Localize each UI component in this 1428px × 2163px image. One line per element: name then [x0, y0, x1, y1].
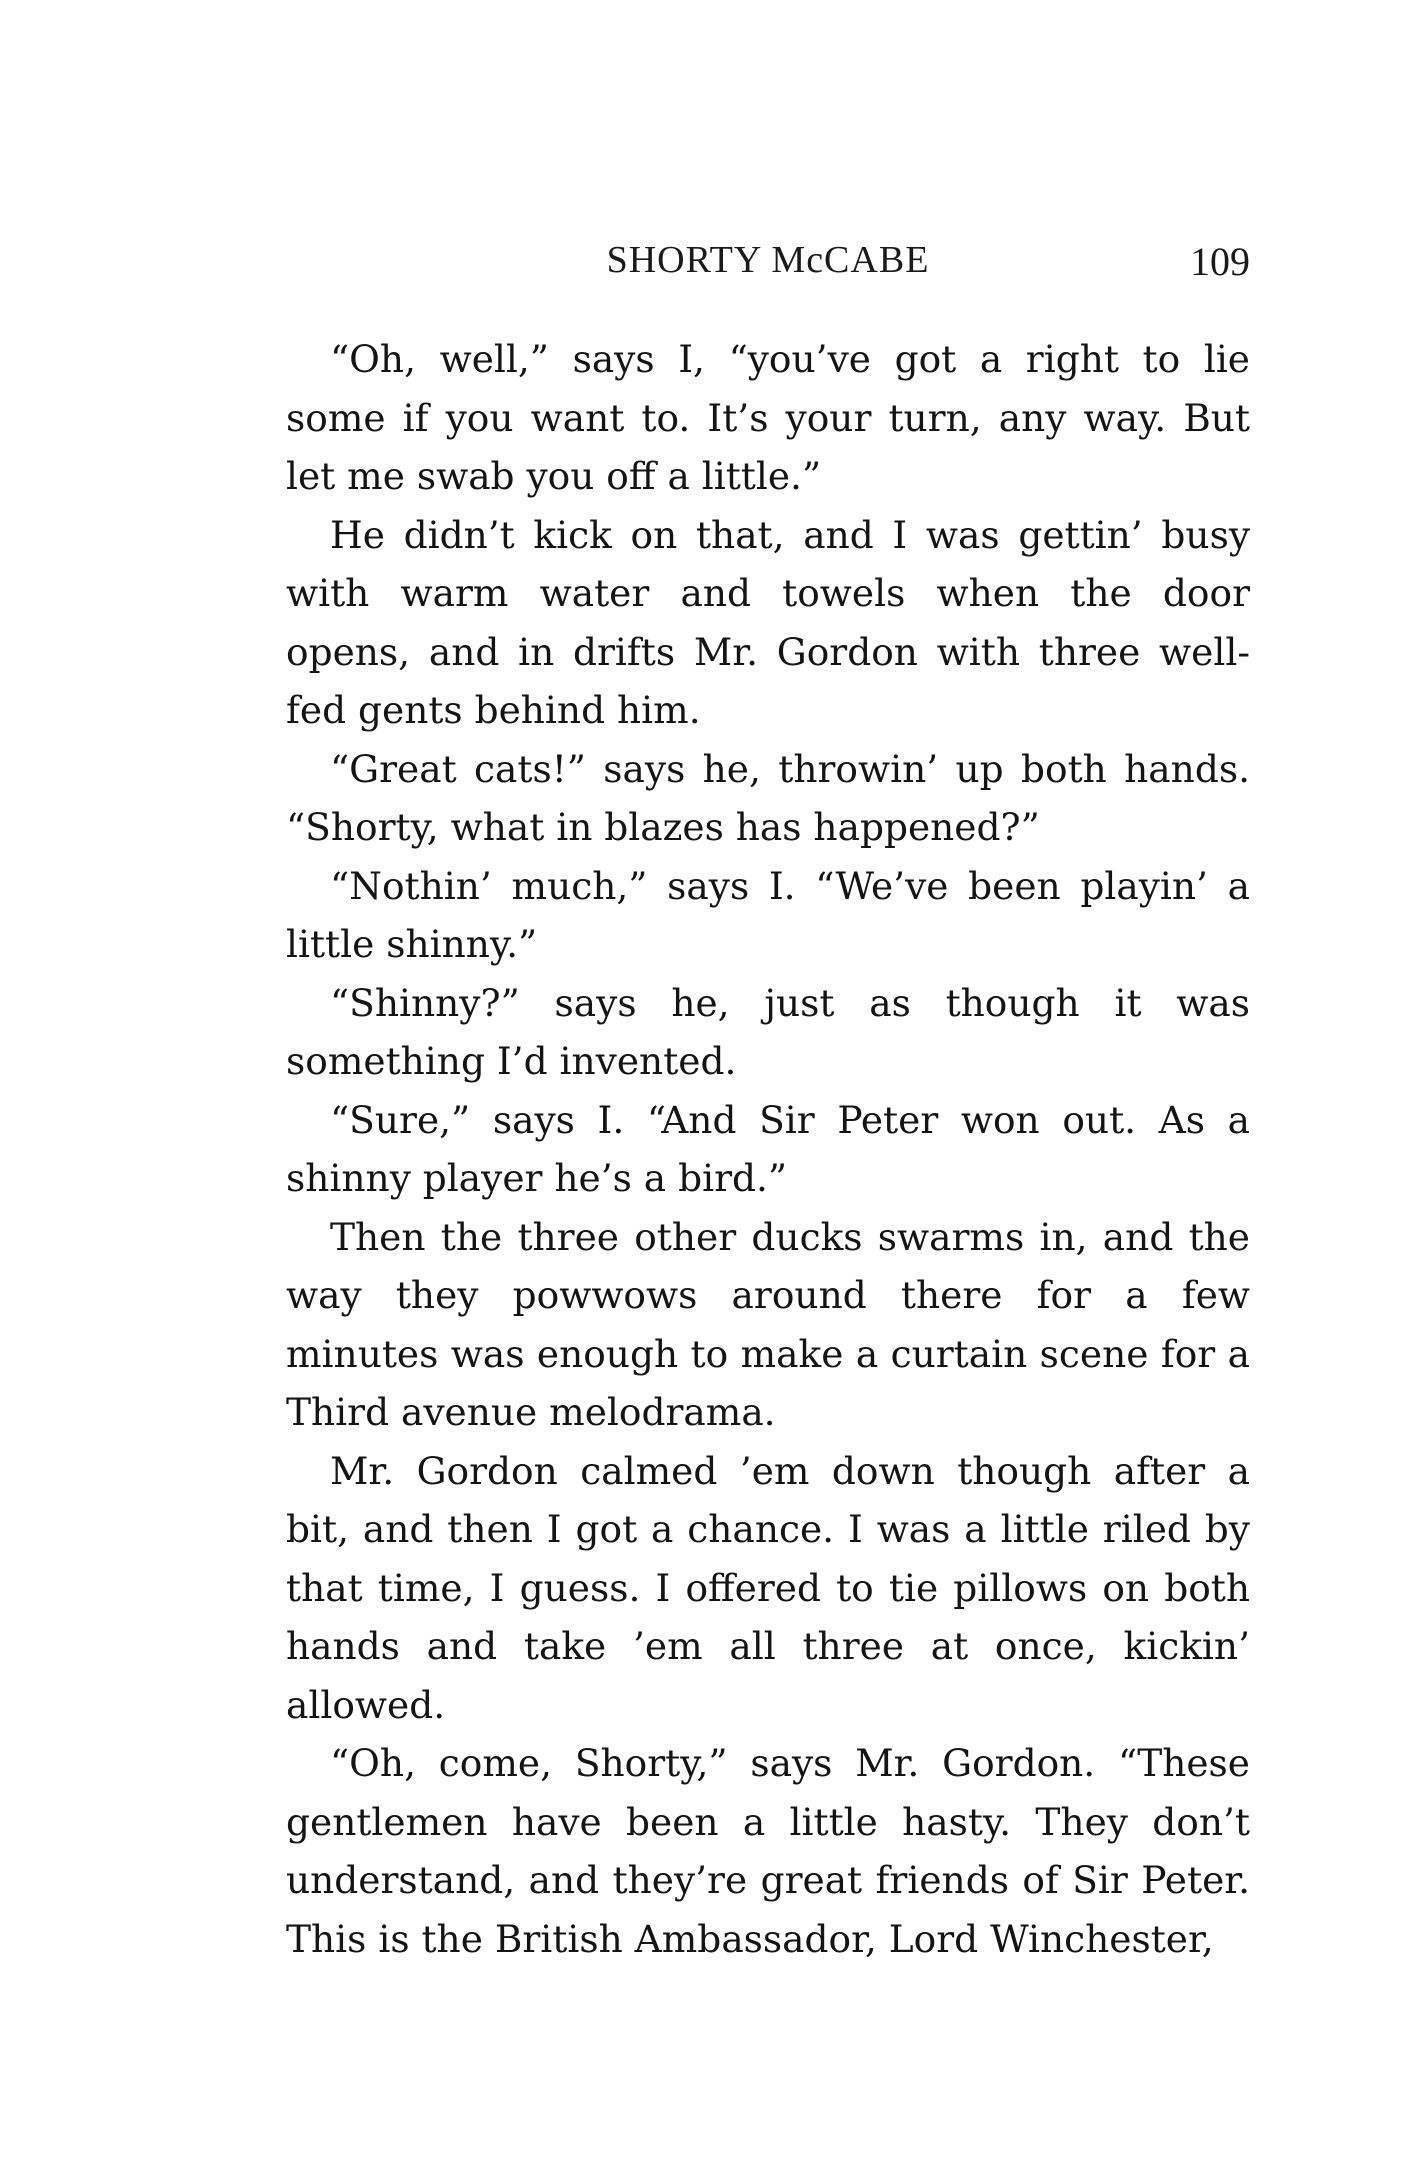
paragraph: He didn’t kick on that, and I was gettin’ busy with warm water and towels when the door opens, and in drifts Mr. Gordon with three well-fed gents behind him. — [286, 512, 1250, 732]
paragraph: “Shinny?” says he, just as though it was something I’d invented. — [286, 980, 1250, 1083]
paragraph: “Great cats!” says he, throwin’ up both hands. “Shorty, what in blazes has happened?” — [286, 746, 1250, 849]
paragraph: “Sure,” says I. “And Sir Peter won out. As a shinny player he’s a bird.” — [286, 1097, 1250, 1200]
body-text — [286, 330, 1250, 1968]
paragraph: “Nothin’ much,” says I. “We’ve been playin’ a little shinny.” — [286, 863, 1250, 966]
paragraph: “Oh, well,” says I, “you’ve got a right to lie some if you want to. It’s your turn, any way. But let me swab you off a little.” — [286, 337, 1250, 498]
page-number: 109 — [1190, 239, 1250, 284]
paragraph: Then the three other ducks swarms in, and the way they powwows around there for a few minutes was enough to make a curtain scene for a Third avenue melodrama. — [286, 1214, 1250, 1434]
running-title: SHORTY McCABE — [606, 239, 930, 281]
page-header — [286, 238, 1250, 298]
paragraph: Mr. Gordon calmed ’em down though after a bit, and then I got a chance. I was a little riled by that time, I guess. I offered to tie pillows on both hands and take ’em all three at once, kickin’ allowed. — [286, 1448, 1250, 1727]
paragraph: “Oh, come, Shorty,” says Mr. Gordon. “These gentlemen have been a little hasty. They don’t understand, and they’re great friends of Sir Peter. This is the British Ambassador, Lord Winchester, — [286, 1741, 1250, 1961]
